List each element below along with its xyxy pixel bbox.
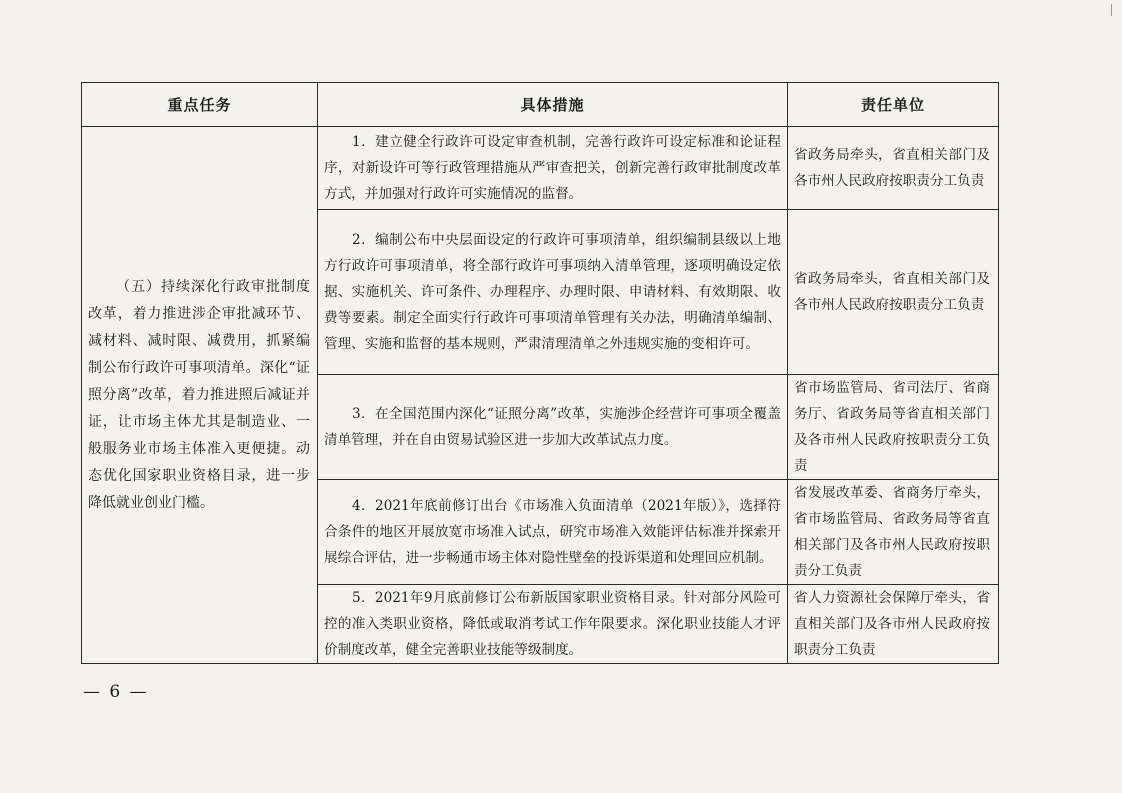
measure-cell — [318, 585, 788, 664]
header-measures: 具体措施 — [318, 83, 788, 127]
unit-cell — [788, 375, 999, 480]
unit-cell — [788, 480, 999, 585]
measure-cell — [318, 210, 788, 375]
measure-cell — [318, 480, 788, 585]
measure-text: 4．2021年底前修订出台《市场准入负面清单（2021年版）》，选择符合条件的地区开展放宽市场准入试点，研究市场准入效能评估标准并探索开展综合评估，进一步畅通市场主体对隐性壁垒的投诉渠道和处理回应机制。 — [324, 498, 781, 566]
unit-text: 省政务局牵头，省直相关部门及各市州人民政府按职责分工负责 — [794, 147, 990, 189]
measure-text: 3．在全国范围内深化“证照分离”改革，实施涉企经营许可事项全覆盖清单管理，并在自由贸易试验区进一步加大改革试点力度。 — [324, 406, 781, 448]
unit-cell — [788, 127, 999, 210]
measure-cell — [318, 127, 788, 210]
table-row — [82, 127, 999, 210]
unit-text: 省政务局牵头，省直相关部门及各市州人民政府按职责分工负责 — [794, 271, 990, 313]
page-number: — 6 — — [83, 682, 149, 702]
task-table — [81, 82, 999, 664]
table-header-row — [82, 83, 999, 127]
header-key-task: 重点任务 — [82, 83, 318, 127]
measure-cell — [318, 375, 788, 480]
measure-text: 5．2021年9月底前修订公布新版国家职业资格目录。针对部分风险可控的准入类职业资格，降低或取消考试工作年限要求。深化职业技能人才评价制度改革，健全完善职业技能等级制度。 — [324, 590, 781, 658]
key-task-cell — [82, 127, 318, 664]
measure-text: 1．建立健全行政许可设定审查机制，完善行政许可设定标准和论证程序，对新设许可等行政管理措施从严审查把关，创新完善行政审批制度改革方式，并加强对行政许可实施情况的监督。 — [324, 134, 781, 202]
unit-text: 省人力资源社会保障厅牵头，省直相关部门及各市州人民政府按职责分工负责 — [794, 590, 990, 658]
measure-text: 2．编制公布中央层面设定的行政许可事项清单，组织编制县级以上地方行政许可事项清单，将全部行政许可事项纳入清单管理，逐项明确设定依据、实施机关、许可条件、办理程序、办理时限、申请材料、有效期限、收费等要素。制定全面实行行政许可事项清单管理有关办法，明确清单编制、管理、实施和监督的基本规则，严肃清理清单之外违规实施的变相许可。 — [324, 232, 781, 352]
key-task-text: （五）持续深化行政审批制度改革，着力推进涉企审批减环节、减材料、减时限、减费用，抓紧编制公布行政许可事项清单。深化“证照分离”改革，着力推进照后减证并证，让市场主体尤其是制造业、一般服务业市场主体准入更便捷。动态优化国家职业资格目录，进一步降低就业创业门槛。 — [88, 278, 310, 511]
scan-edge-mark — [1111, 4, 1116, 16]
unit-cell — [788, 585, 999, 664]
unit-text: 省市场监管局、省司法厅、省商务厅、省政务局等省直相关部门及各市州人民政府按职责分工负责 — [794, 380, 990, 474]
header-responsible-unit: 责任单位 — [788, 83, 999, 127]
unit-text: 省发展改革委、省商务厅牵头，省市场监管局、省政务局等省直相关部门及各市州人民政府按职责分工负责 — [794, 485, 990, 579]
unit-cell — [788, 210, 999, 375]
